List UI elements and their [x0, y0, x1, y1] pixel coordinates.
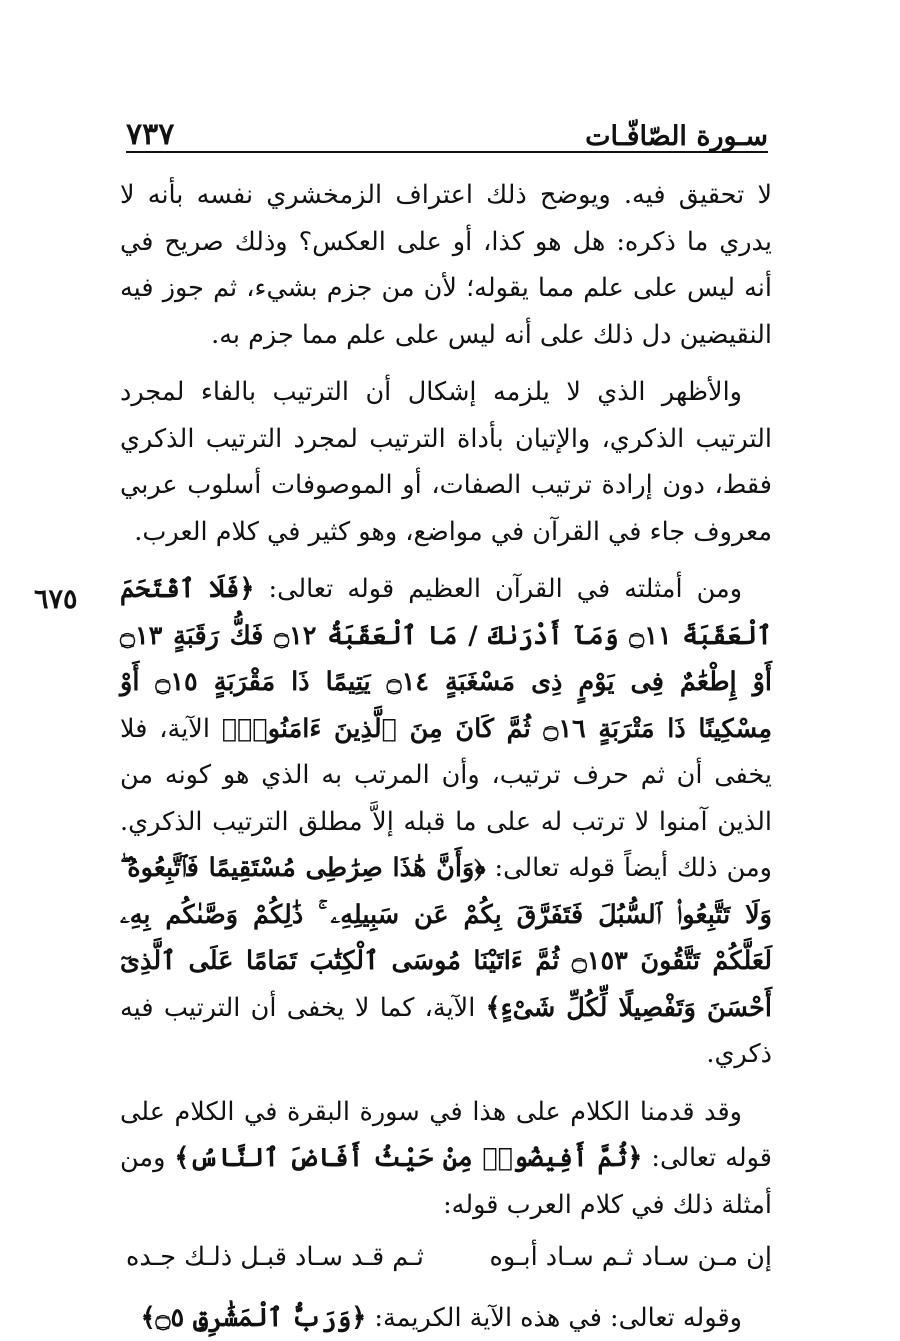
paragraph-3-intro: ومن أمثلته في القرآن العظيم قوله تعالى: [268, 574, 742, 604]
page-number: ٧٣٧ [126, 117, 174, 152]
header-rule [126, 151, 768, 153]
paragraph-closing [120, 1295, 772, 1341]
paragraph-4-end: ومن أمثلة ذلك في كلام العرب قوله: [120, 1143, 772, 1220]
poem-verse [120, 1234, 772, 1281]
paragraph-1: لا تحقيق فيه. ويوضح ذلك اعتراف الزمخشري نفسه بأنه لا يدري ما ذكره: هل هو كذا، أو على العكس؟ وذلك صريح في أنه ليس على علم مما يقوله؛ لأن من جزم بشيء، ثم جوز فيه النقيضين دل ذلك على أنه ليس على علم مما جزم به. [120, 172, 772, 358]
main-text [120, 172, 772, 1161]
margin-reference-number: ٦٧٥ [34, 584, 78, 615]
quran-quote-baqara: ﴿ثُمَّ أَفِيضُوا۟ مِنْ حَيْثُ أَفَاضَ ٱلنَّاسُ﴾ [174, 1143, 642, 1173]
sura-title: سـورة الصّافّـات [585, 121, 768, 152]
paragraph-3-end: الآية، كما لا يخفى أن الترتيب فيه ذكري. [120, 993, 772, 1070]
paragraph-2: والأظهر الذي لا يلزمه إشكال أن الترتيب بالفاء لمجرد الترتيب الذكري، والإتيان بأداة الترتيب لمجرد الترتيب الذكري فقط، دون إرادة ترتيب الصفات، أو الموصوفات أسلوب عربي معروف جاء في القرآن في مواضع، وهو كثير في كلام العرب. [120, 369, 772, 555]
paragraph-4 [120, 1089, 772, 1229]
poem-second-hemistich: ثـم قـد سـاد قبـل ذلـك جـده [126, 1234, 424, 1281]
closing-intro: وقوله تعالى: في هذه الآية الكريمة: [374, 1303, 742, 1333]
paragraph-4-intro: وقد قدمنا الكلام على هذا في سورة البقرة في الكلام على قوله تعالى: [120, 1097, 772, 1174]
poem-first-hemistich: إن مـن سـاد ثـم سـاد أبـوه [489, 1234, 772, 1281]
quran-quote-balad: ﴿فَلَا ٱقْتَحَمَ ٱلْعَقَبَةَ ۝١١ وَمَآ أَدْرَىٰكَ / مَا ٱلْعَقَبَةُ ۝١٢ فَكُّ رَقَبَةٍ ۝١٣ أَوْ إِطْعَٰمٌ فِى يَوْمٍ ذِى مَسْغَبَةٍ ۝١٤ يَتِيمًا ذَا مَقْرَبَةٍ ۝١٥ أَوْ مِسْكِينًا ذَا مَتْرَبَةٍ ۝١٦ ثُمَّ كَانَ مِنَ ٱلَّذِينَ ءَامَنُوا۟﴾ [120, 574, 772, 744]
quran-quote-anam: ﴿وَأَنَّ هَٰذَا صِرَٰطِى مُسْتَقِيمًا فَٱتَّبِعُوهُ ۖ وَلَا تَتَّبِعُوا۟ ٱلسُّبُلَ فَتَفَرَّقَ بِكُمْ عَن سَبِيلِهِۦ ۚ ذَٰلِكُمْ وَصَّىٰكُم بِهِۦ لَعَلَّكُمْ تَتَّقُونَ ۝١٥٣ ثُمَّ ءَاتَيْنَا مُوسَى ٱلْكِتَٰبَ تَمَامًا عَلَى ٱلَّذِىٓ أَحْسَنَ وَتَفْصِيلًا لِّكُلِّ شَىْءٍ﴾ [120, 853, 772, 1023]
paragraph-3 [120, 566, 772, 1078]
quran-quote-saffat: ﴿وَرَبُّ ٱلْمَشَٰرِقِ ۝٥﴾ [141, 1303, 367, 1333]
page-header [126, 112, 768, 152]
paragraph-3-middle: الآية، فلا يخفى أن ثم حرف ترتيب، وأن المرتب به الذي هو كونه من الذين آمنوا لا ترتب له على ما قبله إلاَّ مطلق الترتيب الذكري. ومن ذلك أيضاً قوله تعالى: [120, 714, 772, 884]
